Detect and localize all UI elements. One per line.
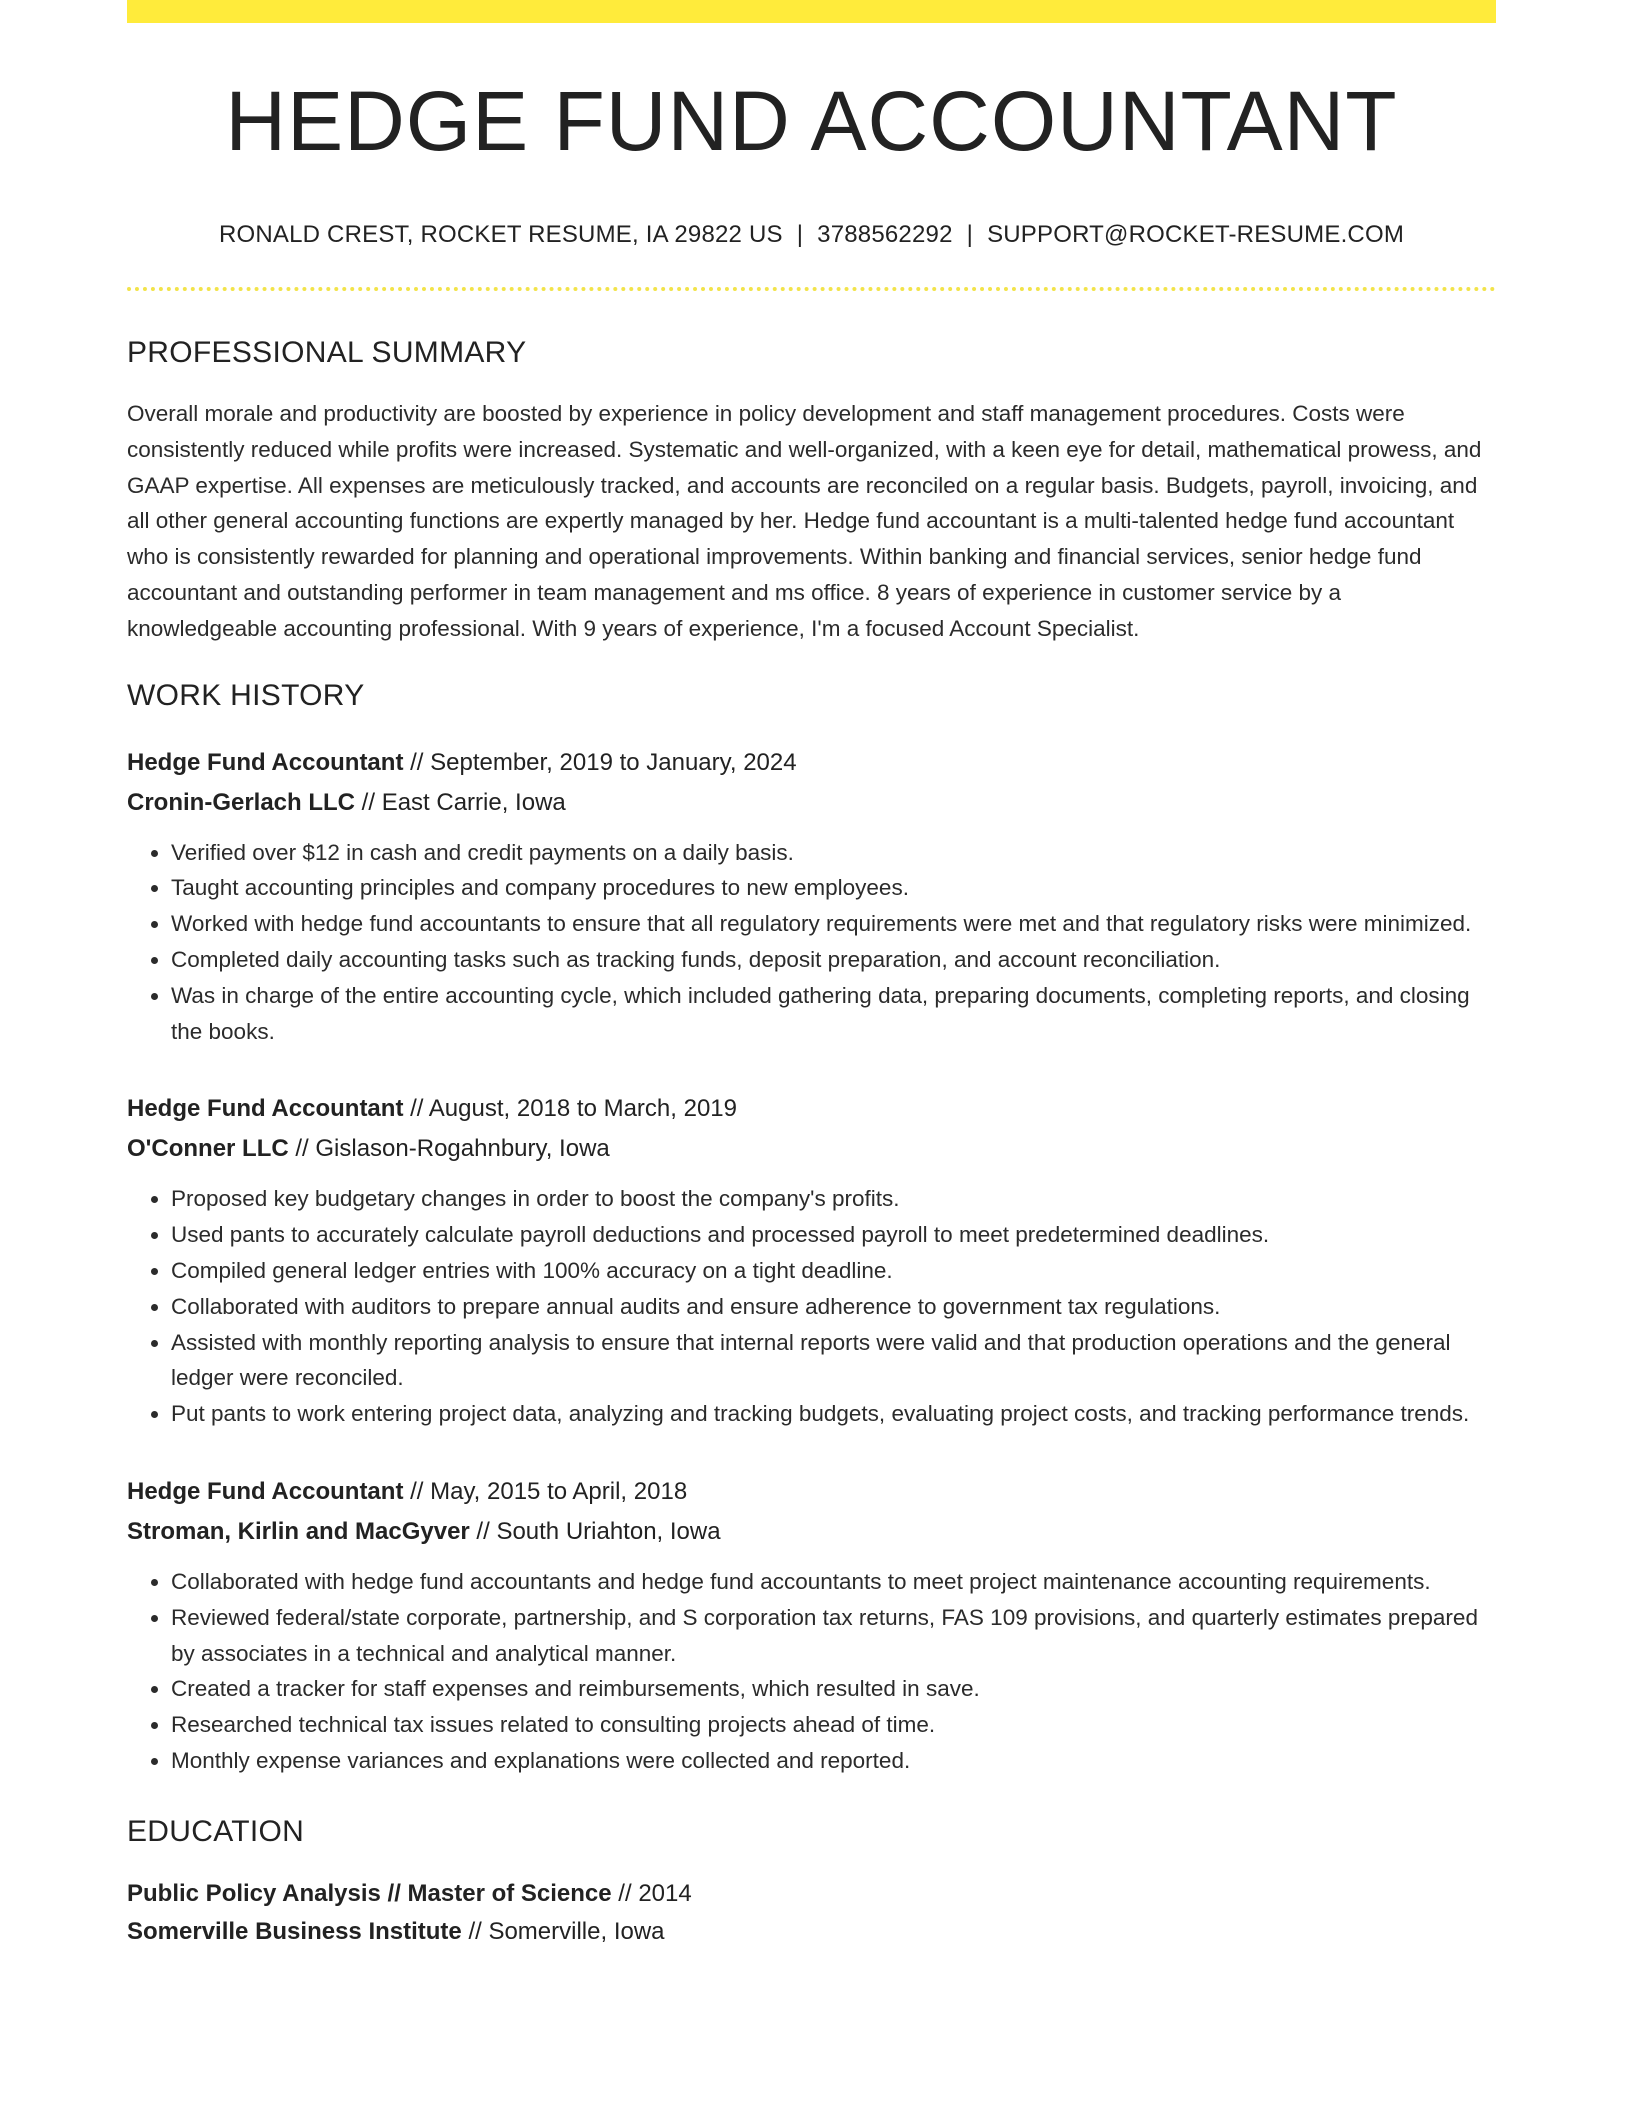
- contact-phone: 3788562292: [817, 221, 953, 248]
- summary-heading: PROFESSIONAL SUMMARY: [127, 336, 527, 369]
- education-entry: [127, 1875, 1496, 1951]
- job-company-line: [127, 783, 1496, 823]
- education-degree-line: [127, 1875, 1496, 1913]
- job-location: // South Uriahton, Iowa: [469, 1517, 721, 1545]
- job-title: Hedge Fund Accountant: [127, 748, 404, 776]
- job-bullet: • Was in charge of the entire accounting cycle, which included gathering data, preparing documents, completing reports, and closing the books.: [171, 978, 1496, 1050]
- job-bullets: [127, 1181, 1496, 1432]
- job-bullet: • Created a tracker for staff expenses and reimbursements, which resulted in save.: [171, 1671, 1496, 1707]
- resume-page: [127, 0, 1496, 1951]
- job-bullet: • Collaborated with auditors to prepare annual audits and ensure adherence to government tax regulations.: [171, 1289, 1496, 1325]
- job-bullet: • Collaborated with hedge fund accountants and hedge fund accountants to meet project maintenance accounting requirements.: [171, 1564, 1496, 1600]
- job-location: // East Carrie, Iowa: [355, 788, 566, 816]
- job-bullet: • Used pants to accurately calculate payroll deductions and processed payroll to meet predetermined deadlines.: [171, 1217, 1496, 1253]
- summary-text: Overall morale and productivity are boosted by experience in policy development and staff management procedures. Costs were consistently reduced while profits were increased. Systematic and well-organized, with a keen eye for detail, mathematical prowess, and GAAP expertise. All expenses are meticulously tracked, and accounts are reconciled on a regular basis. Budgets, payroll, invoicing, and all other general accounting functions are expertly managed by her. Hedge fund accountant is a multi-talented hedge fund accountant who is consistently rewarded for planning and operational improvements. Within banking and financial services, senior hedge fund accountant and outstanding performer in team management and ms office. 8 years of experience in customer service by a knowledgeable accounting professional. With 9 years of experience, I'm a focused Account Specialist.: [127, 401, 1482, 641]
- job-dates: // August, 2018 to March, 2019: [403, 1095, 737, 1123]
- job-bullet: • Verified over $12 in cash and credit payments on a daily basis.: [171, 835, 1496, 871]
- job-company-line: [127, 1512, 1496, 1552]
- contact-separator: |: [966, 221, 974, 248]
- work-history-heading: WORK HISTORY: [127, 678, 365, 712]
- job-dates: // May, 2015 to April, 2018: [403, 1477, 688, 1505]
- job-bullet: • Worked with hedge fund accountants to ensure that all regulatory requirements were met and that regulatory risks were minimized.: [171, 906, 1496, 942]
- job-company: Stroman, Kirlin and MacGyver: [127, 1517, 470, 1545]
- work-history-list: [127, 743, 1496, 1779]
- job-dates: // September, 2019 to January, 2024: [403, 748, 797, 776]
- contact-separator: |: [796, 221, 804, 248]
- job-bullet: • Researched technical tax issues related to consulting projects ahead of time.: [171, 1707, 1496, 1743]
- job-bullet: • Assisted with monthly reporting analysis to ensure that internal reports were valid and that production operations and the general ledger were reconciled.: [171, 1325, 1496, 1397]
- education-location: // Somerville, Iowa: [461, 1917, 665, 1945]
- contact-email: SUPPORT@ROCKET-RESUME.COM: [987, 221, 1405, 248]
- contact-address: RONALD CREST, ROCKET RESUME, IA 29822 US: [218, 221, 783, 248]
- education-heading: EDUCATION: [127, 1814, 305, 1848]
- job-title-line: [127, 1089, 1496, 1129]
- job-entry: [127, 1472, 1496, 1779]
- job-company: O'Conner LLC: [127, 1135, 289, 1163]
- page-title: HEDGE FUND ACCOUNTANT: [225, 74, 1398, 168]
- education-degree: Public Policy Analysis // Master of Science: [127, 1879, 612, 1907]
- job-bullet: • Compiled general ledger entries with 100% accuracy on a tight deadline.: [171, 1253, 1496, 1289]
- accent-bar: [127, 0, 1496, 23]
- dotted-divider: [127, 287, 1496, 291]
- job-bullet: • Completed daily accounting tasks such as tracking funds, deposit preparation, and account reconciliation.: [171, 942, 1496, 978]
- job-bullet: • Reviewed federal/state corporate, partnership, and S corporation tax returns, FAS 109 provisions, and quarterly estimates prepared by associates in a technical and analytical manner.: [171, 1600, 1496, 1672]
- education-year: // 2014: [611, 1879, 692, 1907]
- job-title: Hedge Fund Accountant: [127, 1477, 404, 1505]
- job-title-line: [127, 1472, 1496, 1512]
- job-bullets: [127, 835, 1496, 1050]
- job-company: Cronin-Gerlach LLC: [127, 788, 356, 816]
- education-school: Somerville Business Institute: [127, 1917, 462, 1945]
- job-bullet: • Monthly expense variances and explanations were collected and reported.: [171, 1743, 1496, 1779]
- job-location: // Gislason-Rogahnbury, Iowa: [288, 1135, 610, 1163]
- job-title: Hedge Fund Accountant: [127, 1095, 404, 1123]
- job-bullet: • Put pants to work entering project data, analyzing and tracking budgets, evaluating project costs, and tracking performance trends.: [171, 1396, 1496, 1432]
- job-entry: [127, 743, 1496, 1050]
- education-school-line: [127, 1913, 1496, 1951]
- job-title-line: [127, 743, 1496, 783]
- job-bullet: • Proposed key budgetary changes in order to boost the company's profits.: [171, 1181, 1496, 1217]
- job-company-line: [127, 1129, 1496, 1169]
- job-entry: [127, 1089, 1496, 1432]
- job-bullet: • Taught accounting principles and company procedures to new employees.: [171, 870, 1496, 906]
- job-bullets: [127, 1564, 1496, 1779]
- contact-line: [127, 221, 1496, 249]
